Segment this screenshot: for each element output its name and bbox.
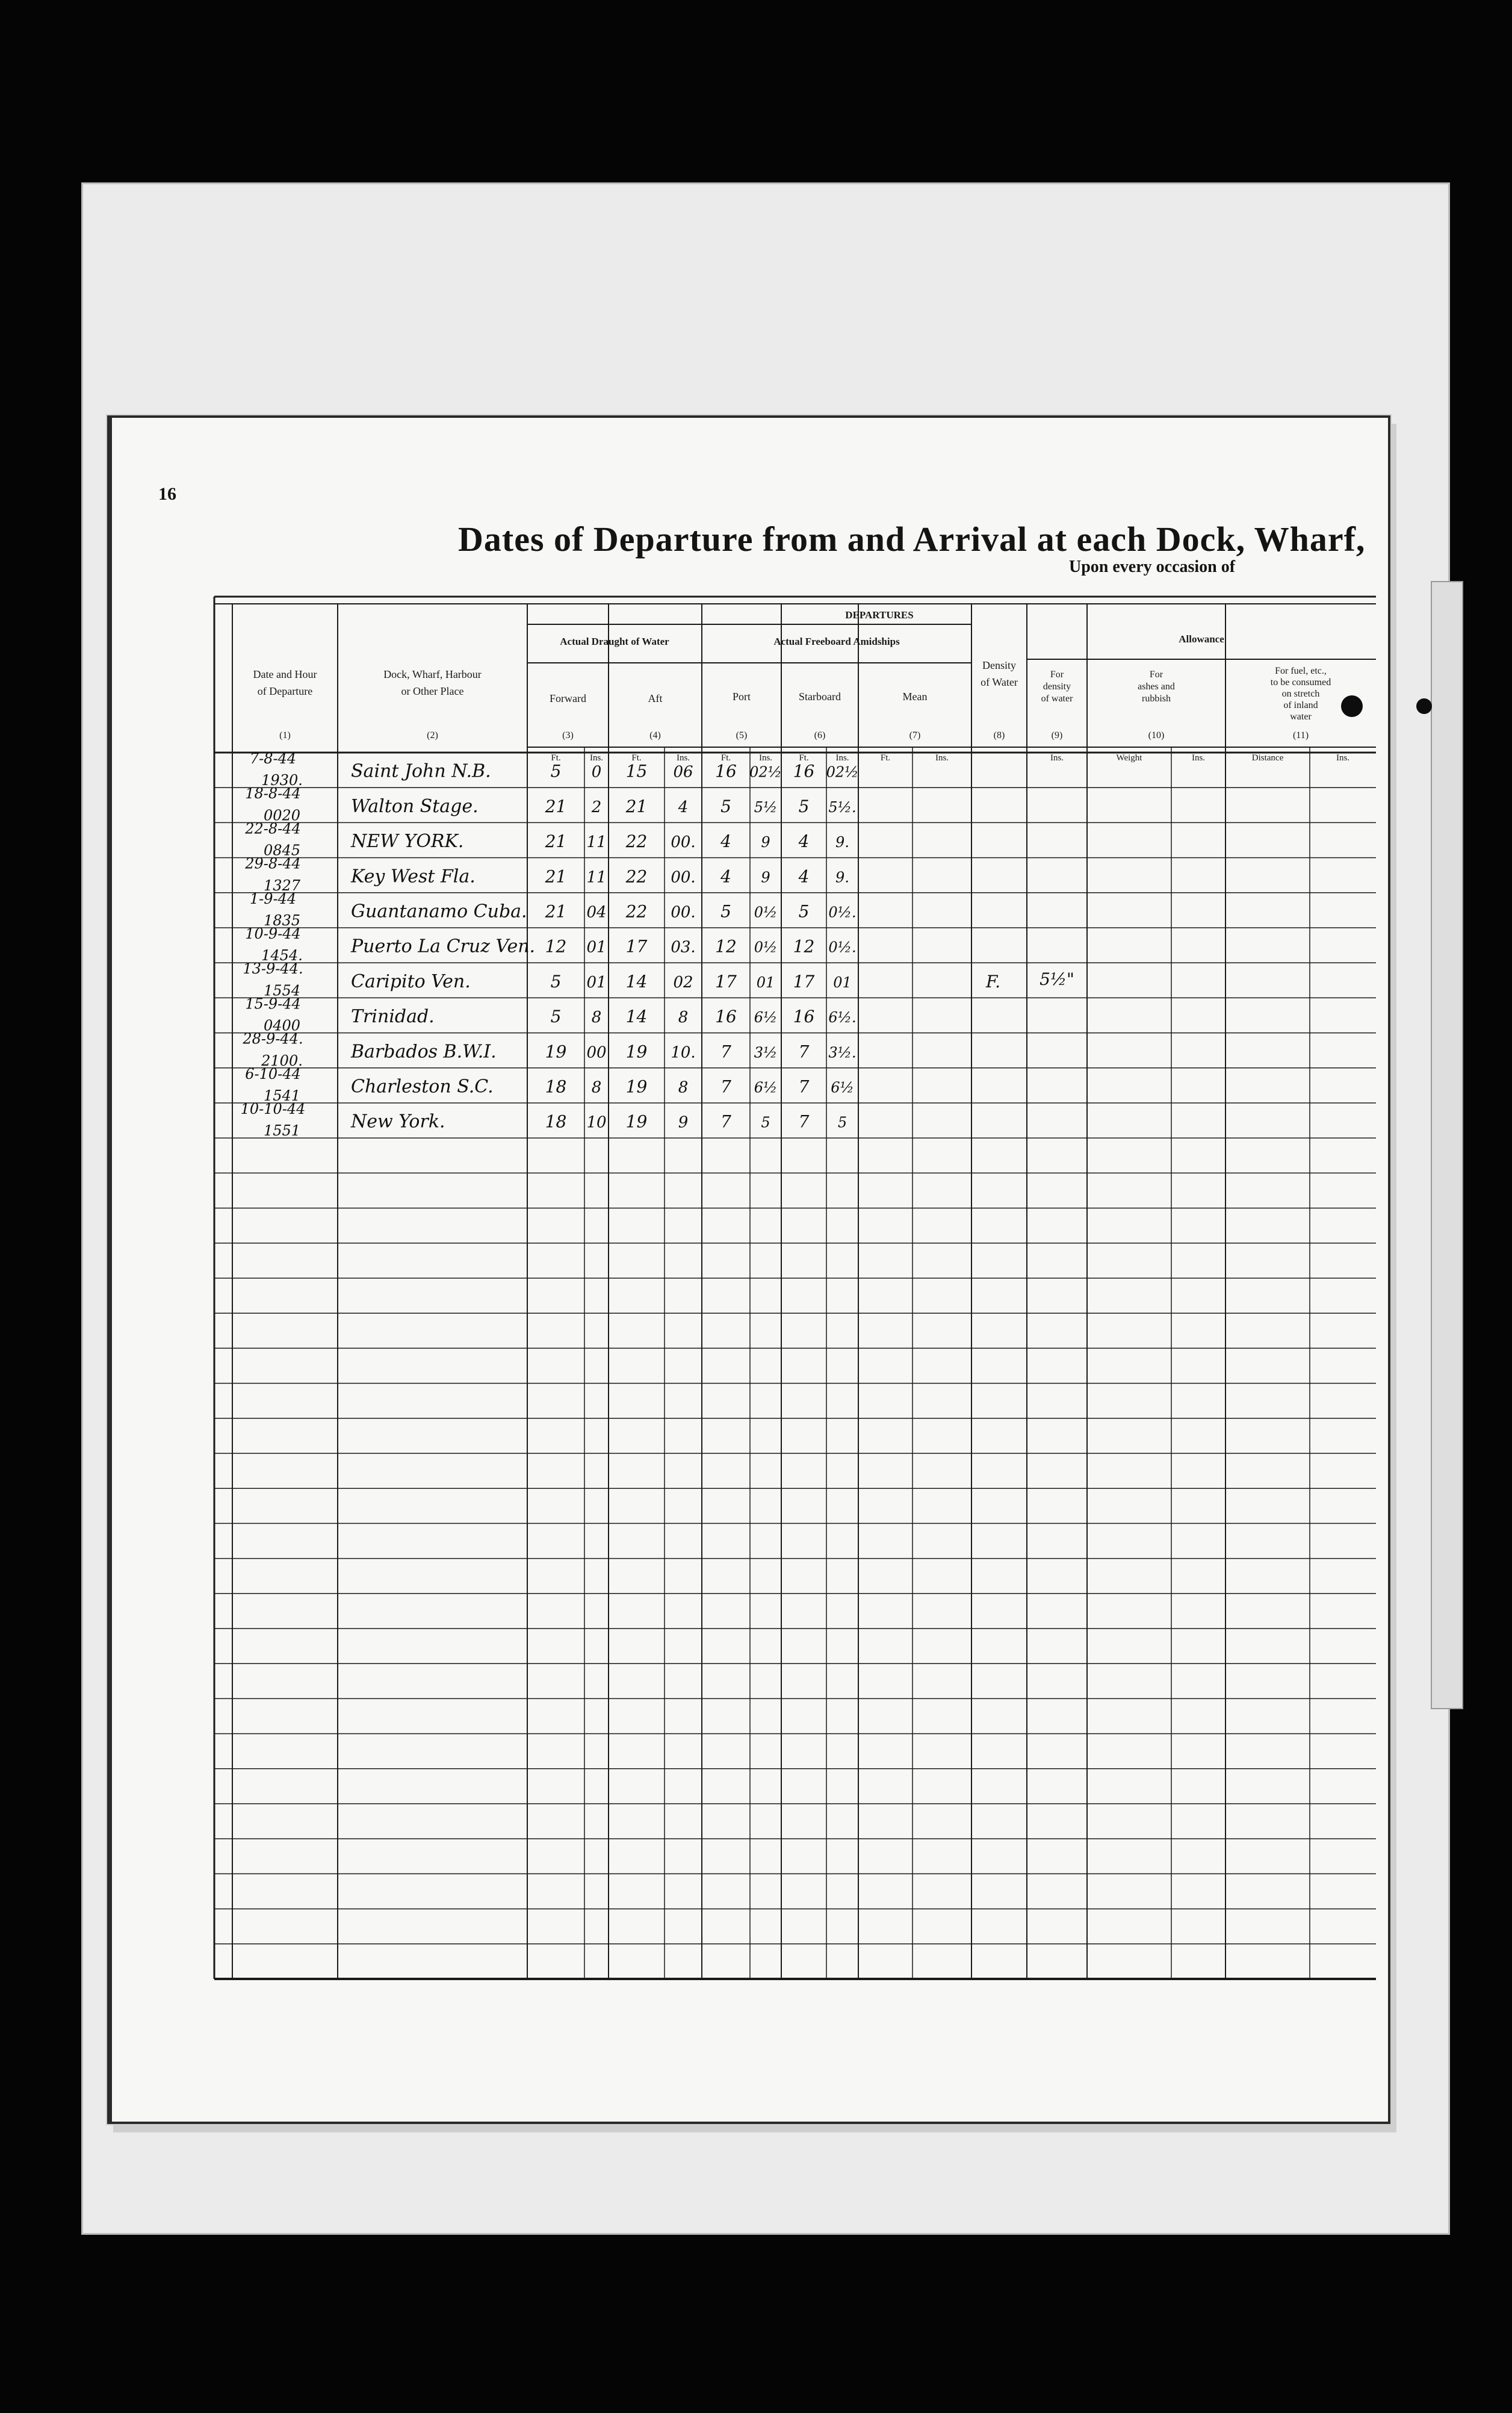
col1-header: of Departure (257, 685, 313, 697)
row-port-ins: 02½ (749, 763, 782, 781)
row-date: 18-8-44 (245, 785, 301, 803)
col-number-4: (4) (649, 730, 661, 741)
row-starboard-ft: 12 (793, 936, 815, 957)
row-port-ft: 5 (720, 901, 731, 922)
row-hour: 1541 (263, 1087, 301, 1104)
row-starboard-ins: 9. (835, 869, 849, 886)
row-starboard-ft: 16 (793, 1007, 815, 1027)
row-forward-ft: 5 (550, 971, 562, 992)
unit-ins: Ins. (1191, 753, 1206, 763)
row-place: Caripito Ven. (351, 970, 471, 992)
unit-ins: Ins. (589, 753, 604, 763)
col8-header: of Water (981, 676, 1018, 688)
row-aft-ft: 14 (625, 971, 648, 992)
unit-ft: Ft. (551, 753, 561, 763)
row-starboard-ins: 6½. (828, 1009, 857, 1026)
row-date: 22-8-44 (245, 820, 301, 837)
row-port-ins: 5½ (754, 798, 778, 816)
row-starboard-ins: 01 (833, 974, 852, 991)
row-forward-ft: 18 (545, 1076, 567, 1097)
col-number-8: (8) (993, 730, 1005, 741)
col2-header: Dock, Wharf, Harbour (383, 668, 482, 680)
binding-hole-right-edge (1416, 698, 1432, 714)
row-aft-ins: 00. (671, 868, 696, 887)
row-port-ft: 17 (715, 971, 737, 992)
row-starboard-ft: 5 (798, 901, 810, 922)
col-number-6: (6) (814, 730, 826, 741)
row-aft-ft: 19 (625, 1076, 648, 1097)
row-starboard-ft: 4 (798, 831, 810, 852)
row-forward-ft: 18 (545, 1111, 567, 1132)
col10-header: For (1149, 669, 1163, 680)
row-aft-ft: 22 (625, 831, 648, 852)
row-port-ins: 6½ (754, 1009, 778, 1026)
row-port-ft: 5 (720, 796, 731, 816)
row-forward-ins: 8 (591, 1008, 602, 1027)
col9-header: of water (1041, 694, 1073, 704)
row-port-ins: 0½ (754, 904, 778, 921)
row-hour: 2100. (261, 1052, 303, 1069)
row-forward-ins: 0 (591, 763, 602, 781)
row-aft-ins: 06 (673, 763, 693, 781)
col11-header: water (1290, 712, 1312, 722)
row-forward-ins: 01 (586, 938, 607, 957)
row-forward-ins: 04 (586, 903, 607, 922)
row-aft-ins: 4 (678, 798, 689, 816)
col-number-9: (9) (1051, 730, 1063, 741)
row-aft-ft: 22 (625, 901, 648, 922)
row-place: Saint John N.B. (351, 760, 491, 782)
row-forward-ft: 19 (545, 1042, 567, 1062)
row-density: F. (986, 971, 1000, 992)
row-starboard-ft: 4 (798, 866, 810, 887)
row-place: Guantanamo Cuba. (351, 901, 527, 922)
binding-hole-right (1341, 695, 1363, 717)
col-number-7: (7) (909, 730, 921, 741)
row-place: Barbados B.W.I. (351, 1041, 497, 1063)
row-port-ins: 9 (761, 869, 770, 886)
row-starboard-ft: 7 (798, 1111, 810, 1132)
row-port-ft: 4 (720, 831, 731, 852)
row-port-ft: 7 (720, 1042, 731, 1062)
row-date: 28-9-44. (243, 1030, 303, 1048)
row-hour: 0020 (263, 807, 301, 824)
group-draught-label: Actual Draught of Water (560, 636, 669, 647)
row-place: Key West Fla. (351, 866, 476, 887)
row-hour: 1551 (263, 1122, 301, 1140)
row-forward-ft: 5 (550, 761, 562, 781)
row-aft-ins: 03. (671, 938, 696, 957)
col-number-2: (2) (427, 730, 438, 741)
group-freeboard-label: Actual Freeboard Amidships (773, 636, 900, 647)
row-hour: 1835 (263, 912, 301, 929)
row-place: Charleston S.C. (351, 1076, 494, 1098)
unit-ins: Ins. (676, 753, 690, 763)
row-starboard-ft: 16 (793, 761, 815, 781)
row-starboard-ft: 5 (798, 796, 810, 816)
row-aft-ins: 8 (678, 1078, 689, 1097)
row-date: 13-9-44. (243, 960, 303, 978)
row-starboard-ins: 02½ (826, 763, 859, 781)
row-port-ins: 6½ (754, 1079, 778, 1096)
row-aft-ins: 02 (673, 973, 693, 992)
row-port-ft: 4 (720, 866, 731, 887)
row-starboard-ins: 0½. (828, 904, 857, 921)
unit-ft: Ft. (631, 753, 642, 763)
row-starboard-ft: 17 (793, 971, 815, 992)
row-date: 15-9-44 (245, 995, 301, 1013)
row-allowance-density: 5½" (1040, 969, 1074, 989)
col-number-5: (5) (736, 730, 748, 741)
row-date: 6-10-44 (245, 1065, 301, 1082)
col2-header: or Other Place (401, 685, 464, 697)
row-forward-ins: 10 (586, 1113, 607, 1132)
row-place: NEW YORK. (351, 831, 464, 852)
col10-header: rubbish (1142, 694, 1171, 704)
col6-header: Starboard (799, 691, 841, 703)
row-forward-ins: 11 (586, 868, 607, 887)
unit-distance: Distance (1251, 753, 1284, 763)
row-port-ins: 0½ (754, 939, 778, 956)
row-starboard-ins: 3½. (828, 1044, 857, 1061)
row-date: 1-9-44 (249, 890, 297, 907)
row-starboard-ins: 9. (835, 834, 849, 851)
unit-ins: Ins. (758, 753, 773, 763)
row-aft-ft: 15 (625, 761, 648, 781)
row-port-ins: 5 (761, 1114, 770, 1131)
col3-header: Forward (550, 692, 586, 704)
unit-ins: Ins. (835, 753, 849, 763)
unit-ft: Ft. (799, 753, 809, 763)
unit-ins: Ins. (935, 753, 949, 763)
row-place: New York. (351, 1111, 445, 1132)
row-hour: 1930. (261, 772, 303, 789)
page-title: Dates of Departure from and Arrival at each Dock, Wharf, (458, 520, 1366, 559)
unit-ft: Ft. (720, 753, 731, 763)
col-number-10: (10) (1148, 730, 1165, 741)
col7-header: Mean (902, 691, 928, 703)
row-place: Puerto La Cruz Ven. (351, 936, 536, 957)
unit-weight: Weight (1116, 753, 1142, 763)
row-port-ft: 16 (715, 761, 737, 781)
row-port-ft: 16 (715, 1007, 737, 1027)
col-number-1: (1) (279, 730, 291, 741)
row-port-ft: 7 (720, 1111, 731, 1132)
row-hour: 1327 (263, 877, 301, 894)
row-forward-ft: 21 (545, 831, 567, 852)
row-hour: 0400 (263, 1017, 301, 1034)
col-number-11: (11) (1292, 730, 1309, 741)
col8-header: Density (982, 659, 1016, 671)
row-aft-ins: 9 (678, 1113, 689, 1132)
row-forward-ins: 00 (586, 1043, 607, 1062)
row-starboard-ins: 6½ (831, 1079, 854, 1096)
row-place: Trinidad. (351, 1006, 435, 1028)
row-aft-ins: 00. (671, 833, 696, 852)
row-starboard-ins: 0½. (828, 939, 857, 956)
row-starboard-ins: 5 (837, 1114, 847, 1131)
row-forward-ft: 5 (550, 1007, 562, 1027)
row-aft-ft: 19 (625, 1042, 648, 1062)
col11-header: on stretch (1281, 689, 1320, 699)
row-place: Walton Stage. (351, 795, 479, 817)
page-number: 16 (158, 484, 176, 504)
row-forward-ins: 01 (586, 973, 607, 992)
row-forward-ins: 2 (591, 798, 602, 816)
col1-header: Date and Hour (253, 668, 317, 680)
row-aft-ft: 21 (625, 796, 648, 816)
row-date: 29-8-44 (245, 855, 301, 872)
row-forward-ft: 21 (545, 866, 567, 887)
row-starboard-ft: 7 (798, 1076, 810, 1097)
row-forward-ins: 11 (586, 833, 607, 852)
unit-ft: Ft. (880, 753, 891, 763)
row-date: 7-8-44 (249, 750, 297, 767)
group-allowance-label: Allowance (1179, 633, 1224, 645)
row-aft-ins: 00. (671, 903, 696, 922)
row-forward-ft: 21 (545, 796, 567, 816)
row-hour: 0845 (263, 842, 301, 859)
row-port-ft: 7 (720, 1076, 731, 1097)
row-hour: 1554 (263, 982, 301, 999)
row-starboard-ft: 7 (798, 1042, 810, 1062)
col5-header: Port (732, 691, 751, 703)
row-forward-ins: 8 (591, 1078, 602, 1097)
row-aft-ft: 17 (625, 936, 648, 957)
row-aft-ft: 22 (625, 866, 648, 887)
right-page-tab (1431, 581, 1463, 1709)
col9-header: For (1050, 669, 1064, 680)
row-date: 10-10-44 (240, 1101, 306, 1117)
row-forward-ft: 21 (545, 901, 567, 922)
col11-header: For fuel, etc., (1275, 666, 1327, 676)
col4-header: Aft (648, 692, 663, 704)
col-number-3: (3) (562, 730, 574, 741)
row-hour: 1454. (261, 947, 303, 964)
departures-table (112, 418, 1388, 2122)
group-departures-label: DEPARTURES (845, 609, 914, 621)
ledger-page (107, 415, 1390, 2124)
col11-header: to be consumed (1270, 677, 1331, 688)
row-aft-ins: 8 (678, 1008, 689, 1027)
row-date: 10-9-44 (245, 925, 301, 942)
row-port-ins: 01 (756, 974, 775, 991)
row-port-ins: 3½ (754, 1044, 778, 1061)
row-aft-ft: 19 (625, 1111, 648, 1132)
col9-header: density (1043, 682, 1071, 692)
row-port-ins: 9 (761, 834, 770, 851)
row-port-ft: 12 (715, 936, 737, 957)
row-aft-ft: 14 (625, 1007, 648, 1027)
unit-ins: Ins. (1336, 753, 1350, 763)
row-starboard-ins: 5½. (828, 798, 857, 816)
unit-ins: Ins. (1050, 753, 1064, 763)
row-aft-ins: 10. (671, 1043, 696, 1062)
page-subtitle: Upon every occasion of (1069, 557, 1236, 576)
col11-header: of inland (1283, 700, 1318, 710)
row-forward-ft: 12 (545, 936, 567, 957)
col10-header: ashes and (1138, 682, 1175, 692)
